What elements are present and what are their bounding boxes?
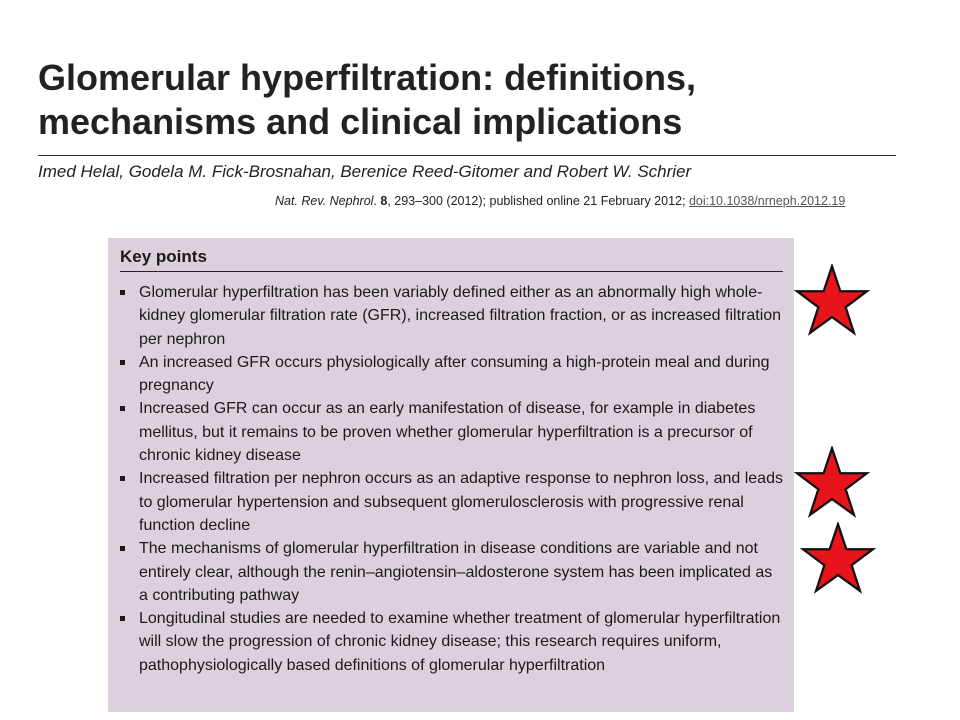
key-points-heading: Key points [120, 247, 207, 266]
page-title: Glomerular hyperfiltration: definitions, mechanisms and clinical implications [38, 57, 697, 142]
key-point-text: Glomerular hyperfiltration has been variably defined either as an abnormally high whole-kidney glomerular filtration rate (GFR), increased filtration fraction, or as increased filtration per nephron [139, 284, 782, 348]
title-divider [38, 155, 896, 156]
citation-pages-date: , 293–300 (2012); published online 21 February 2012; [387, 194, 689, 208]
key-point-text: The mechanisms of glomerular hyperfiltration in disease conditions are variable and not entirely clear, although the renin–angiotensin–aldosterone system has been implicated as a contributing pathway [139, 540, 773, 604]
bullet-icon [120, 290, 125, 295]
star-icon [794, 446, 870, 518]
key-point-text: Increased filtration per nephron occurs as an adaptive response to nephron loss, and leads to glomerular hypertension and subsequent glomerulosclerosis with progressive renal function decline [139, 470, 783, 534]
bullet-icon [120, 360, 125, 365]
doi-link[interactable]: doi:10.1038/nrneph.2012.19 [688, 194, 846, 208]
key-points-list [120, 281, 784, 677]
key-point-1 [120, 281, 784, 351]
key-point-6 [120, 607, 784, 677]
citation-journal: Nat. Rev. Nephrol [275, 194, 374, 208]
bullet-icon [120, 476, 125, 481]
citation-volume: 8 [380, 194, 388, 208]
bullet-icon [120, 406, 125, 411]
key-points-divider [120, 271, 783, 272]
bullet-icon [120, 616, 125, 621]
key-points-box [108, 238, 794, 712]
author-list: Imed Helal, Godela M. Fick-Brosnahan, Berenice Reed-Gitomer and Robert W. Schrier [38, 162, 692, 181]
key-point-text: Longitudinal studies are needed to examine whether treatment of glomerular hyperfiltration will slow the progression of chronic kidney disease; this research requires uniform, pathophysiologically based definitions of glomerular hyperfiltration [139, 610, 781, 674]
star-icon [794, 264, 870, 336]
bullet-icon [120, 546, 125, 551]
key-point-text: Increased GFR can occur as an early manifestation of disease, for example in diabetes mellitus, but it remains to be proven whether glomerular hyperfiltration is a precursor of chronic kidney disease [139, 400, 756, 465]
citation-separator: . [373, 194, 381, 208]
key-point-4 [120, 467, 784, 537]
citation-line [275, 193, 915, 209]
star-icon [800, 522, 876, 594]
key-point-2 [120, 351, 784, 398]
key-point-5 [120, 537, 784, 607]
key-point-text: An increased GFR occurs physiologically after consuming a high-protein meal and during pregnancy [139, 353, 770, 395]
key-point-3 [120, 397, 784, 467]
